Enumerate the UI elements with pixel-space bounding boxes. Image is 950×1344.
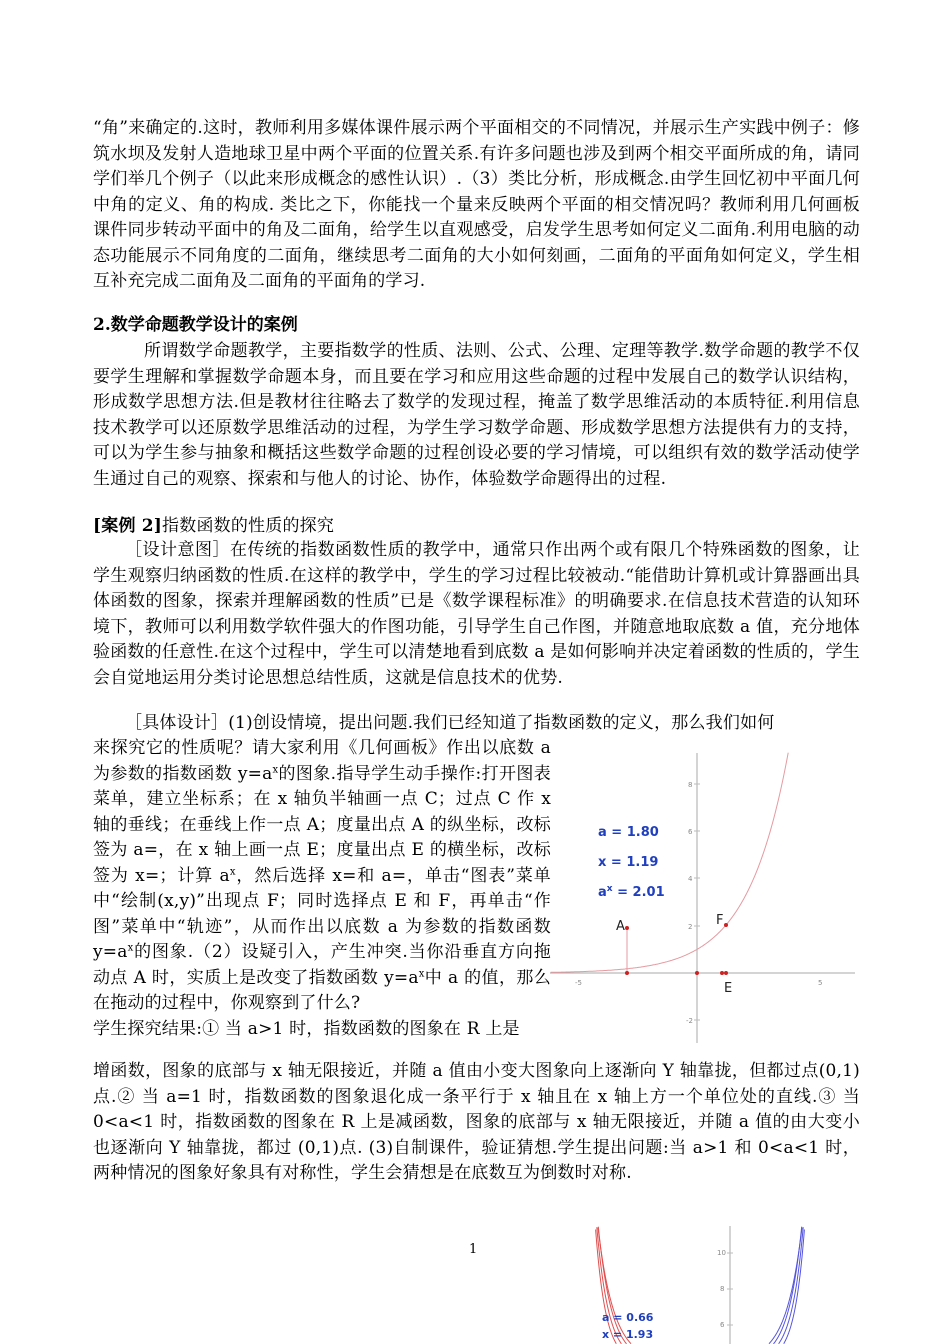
- superscript: x: [127, 942, 134, 954]
- superscript: x: [272, 763, 279, 775]
- blue-curves: [769, 1227, 804, 1344]
- blue-curve: [769, 1228, 802, 1344]
- paragraph-text: 学生探究结果:① 当 a>1 时，指数函数的图象在 R 上是: [93, 1018, 520, 1039]
- page-number: 1: [469, 1242, 478, 1257]
- point-a-label: A: [616, 919, 625, 934]
- paragraph-text: 来探究它的性质呢？请大家利用《几何画板》作出以底数 a 为参数的指数函数 y=a: [93, 738, 551, 784]
- exponential-curve: [551, 753, 789, 973]
- ax-readout: [598, 884, 665, 900]
- origin-marker: [695, 971, 699, 975]
- reciprocal-base-graph-figure: [595, 1226, 860, 1344]
- red-curves: [596, 1227, 631, 1344]
- paragraph-dihedral-angle: [93, 116, 860, 295]
- y-tick-label: 2: [688, 923, 693, 931]
- point-f-marker[interactable]: [724, 923, 728, 927]
- a-readout: a = 1.80: [598, 825, 659, 840]
- section-heading: 2.数学命题教学设计的案例: [93, 315, 298, 335]
- case-title: [93, 514, 860, 540]
- paragraph-text: 的图象.（2）设疑引入，产生冲突.当你沿垂直方向拖动点 A 时，实质上是改变了指数函数 y=a: [93, 942, 551, 988]
- paragraph-text: ，然后选择 x=和 a=，单击“图表”菜单中“绘制(x,y)”出现点 F；同时选择点 E 和 F，再单击“作图”菜单中“轨迹”，从而作出以底数 a 为参数的指数函数 y=a: [93, 865, 551, 962]
- point-e-marker: [724, 971, 728, 975]
- red-curve: [598, 1227, 626, 1344]
- paragraph-text: 的图象.指导学生动手操作:打开图表菜单，建立坐标系；在 x 轴负半轴画一点 C；过点 C 作 x 轴的垂线；在垂线上作一点 A；度量出点 A 的纵坐标，改标签为 a=，在 x 轴上画一点 E；度量出点 E 的横坐标，改标签为 x=；计算 a: [93, 763, 552, 886]
- y-tick-label: 6: [688, 828, 693, 836]
- paragraph-text: ［设计意图］在传统的指数函数性质的教学中，通常只作出两个或有限几个特殊函数的图象，让学生观察归纳函数的性质.在这样的教学中，学生的学习过程比较被动.“能借助计算机或计算器画出具体函数的图象，探索并理解函数的性质”已是《数学课程标准》的明确要求.在信息技术营造的认知环境下，教师可以利用数学软件强大的作图功能，引导学生自己作图，并随意地取底数 a 值，充分地体验函数的任意性.在这个过程中，学生可以清楚地看到底数 a 是如何影响并决定着函数的性质的，学生会自觉地运用分类讨论思想总结性质，这就是信息技术的优势.: [93, 540, 860, 688]
- exponential-graph-figure: [550, 748, 860, 1048]
- x-readout: x = 1.19: [598, 855, 659, 870]
- superscript: x: [229, 865, 236, 877]
- red-curve: [598, 1228, 631, 1344]
- y-tick-label: 10: [717, 1249, 726, 1257]
- case-title-text: 指数函数的性质的探究: [162, 516, 335, 536]
- ax-readout-base: a: [598, 885, 607, 900]
- point-e-label: E: [724, 981, 733, 996]
- point-c-marker[interactable]: [625, 971, 629, 975]
- y-tick-label: 4: [688, 875, 693, 883]
- paragraph-design-wrapped: [93, 736, 551, 1042]
- blue-curve: [774, 1227, 802, 1344]
- point-f-label: F: [716, 913, 724, 928]
- y-tick-label: 8: [720, 1285, 725, 1293]
- paragraph-exploration-results: [93, 1059, 860, 1187]
- x-readout: x = 1.93: [602, 1328, 654, 1341]
- point-e-marker[interactable]: [720, 971, 724, 975]
- paragraph-text: 中 a 的值，那么在拖动的过程中，你观察到了什么?: [93, 967, 551, 1013]
- y-tick-label: 8: [688, 781, 693, 789]
- x-tick-label: -5: [575, 979, 582, 987]
- paragraph-design-intent: [93, 538, 860, 691]
- paragraph-text: 所谓数学命题教学，主要指数学的性质、法则、公式、公理、定理等教学.数学命题的教学不仅要学生理解和掌握数学命题本身，而且要在学习和应用这些命题的过程中发展自己的数学认识结构，形成数学思想方法.但是教材往往略去了数学的发现过程，掩盖了数学思维活动的本质特征.利用信息技术教学可以还原数学思维活动的过程，为学生学习数学命题、形成数学思想方法提供有力的支持，可以为学生参与抽象和概括这些数学命题的过程创设必要的学习情境，可以组织有效的数学活动使学生通过自己的观察、探索和与他人的讨论、协作，体验数学命题得出的过程.: [93, 341, 860, 489]
- paragraph-design-first-line: [93, 711, 860, 737]
- a-readout: a = 0.66: [602, 1311, 654, 1324]
- y-tick-label: -2: [686, 1017, 693, 1025]
- case-label: [案例 2]: [93, 516, 163, 536]
- ax-readout-sup: x: [606, 884, 613, 894]
- point-a-marker[interactable]: [625, 926, 629, 930]
- paragraph-proposition-teaching: [93, 339, 860, 492]
- x-tick-label: 5: [818, 979, 823, 987]
- paragraph-text: 增函数，图象的底部与 x 轴无限接近，并随 a 值由小变大图象向上逐渐向 Y 轴靠拢，但都过点(0,1)点.② 当 a=1 时，指数函数的图象退化成一条平行于 x 轴且在 x 轴上方一个单位处的直线.③ 当 0<a<1 时，指数函数的图象在 R 上是减函数，图象的底部与 x 轴无限接近，并随 a 值的由大变小也逐渐向 Y 轴靠拢，都过 (0,1)点. (3)自制课件，验证猜想.学生提出问题:当 a>1 和 0<a<1 时，两种情况的图象好象具有对称性，学生会猜想是在底数互为倒数时对称.: [93, 1061, 860, 1183]
- ax-readout-rest: = 2.01: [612, 885, 665, 900]
- y-tick-label: 6: [720, 1321, 725, 1329]
- paragraph-text: ［具体设计］(1)创设情境，提出问题.我们已经知道了指数函数的定义，那么我们如何: [125, 713, 775, 733]
- superscript: x: [418, 967, 425, 979]
- paragraph-text: “角”来确定的.这时，教师利用多媒体课件展示两个平面相交的不同情况，并展示生产实践中例子：修筑水坝及发射人造地球卫星中两个平面的位置关系.有许多问题也涉及到两个相交平面所成的角，请同学们举几个例子（以此来形成概念的感性认识）.（3）类比分析，形成概念.由学生回忆初中平面几何中角的定义、角的构成. 类比之下，你能找一个量来反映两个平面的相交情况吗？教师利用几何画板课件同步转动平面中的角及二面角，给学生以直观感受，启发学生思考如何定义二面角.利用电脑的动态功能展示不同角度的二面角，继续思考二面角的大小如何刻画，二面角的平面角如何定义，学生相互补充完成二面角及二面角的平面角的学习.: [93, 118, 860, 291]
